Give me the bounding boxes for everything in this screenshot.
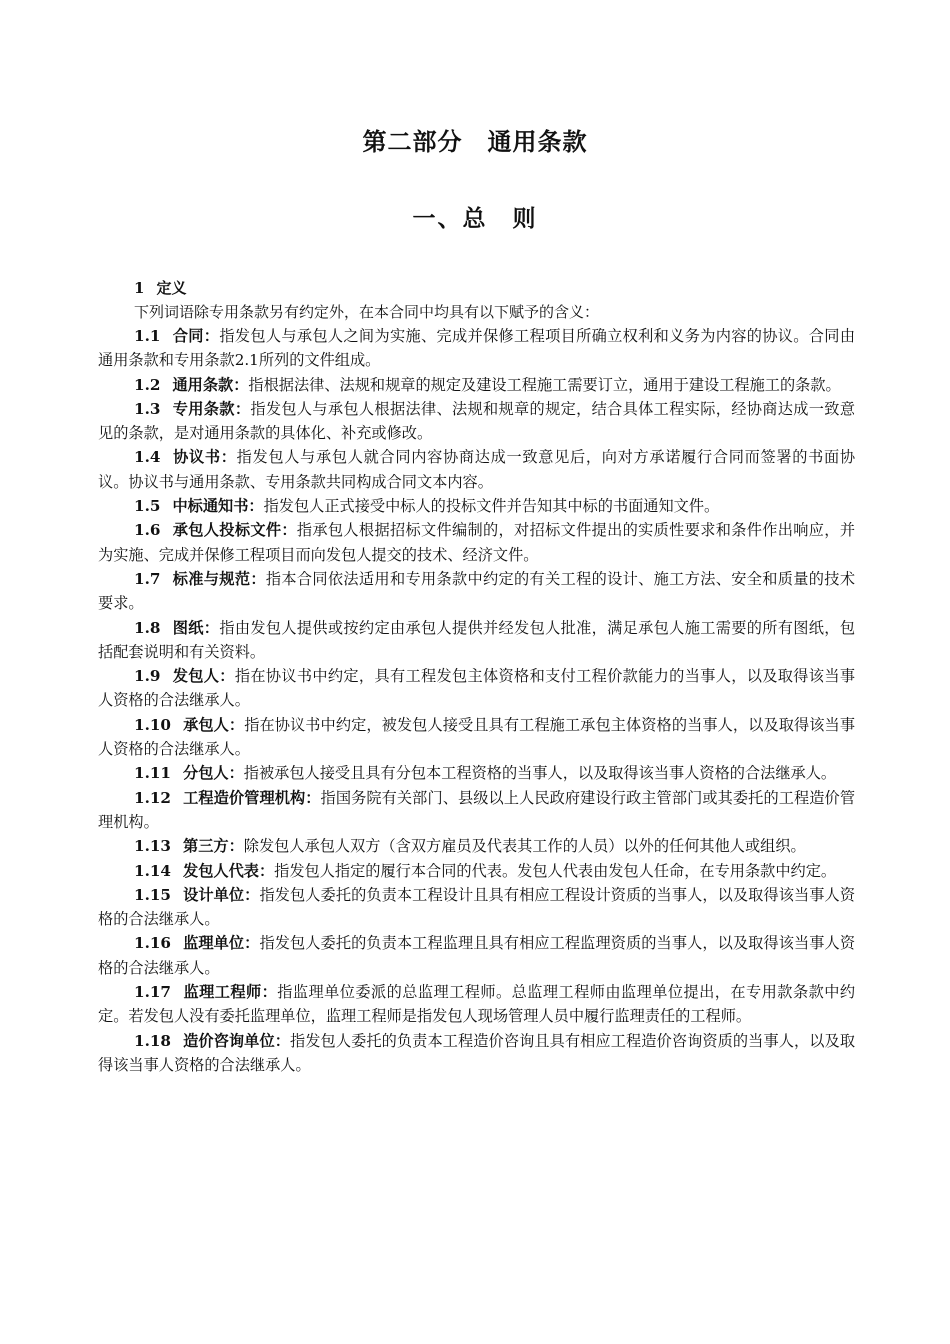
definition-item <box>98 616 855 665</box>
definition-item <box>98 1029 855 1078</box>
definition-term: 承包人： <box>183 715 245 734</box>
definition-term: 中标通知书： <box>172 497 264 516</box>
definition-text: 指在协议书中约定，具有工程发包主体资格和支付工程价款能力的当事人，以及取得该当事人资格的合法继承人。 <box>98 667 856 710</box>
definition-term: 承包人投标文件： <box>172 521 297 540</box>
definition-term: 发包人代表： <box>183 861 275 880</box>
section-heading <box>134 278 186 298</box>
definition-item <box>98 980 855 1029</box>
definition-number: 1.1 <box>134 327 161 345</box>
definition-text: 指在协议书中约定，被发包人接受且具有工程施工承包主体资格的当事人，以及取得该当事人资格的合法继承人。 <box>98 715 856 759</box>
definition-term: 合同： <box>172 327 220 345</box>
definition-item <box>98 786 855 835</box>
definition-text: 指由发包人提供或按约定由承包人提供并经发包人批准，满足承包人施工需要的所有图纸，包括配套说明和有关资料。 <box>98 618 856 661</box>
definition-term: 分包人： <box>183 764 244 783</box>
definition-text: 指承包人根据招标文件编制的，对招标文件提出的实质性要求和条件作出响应，并为实施、完成并保修工程项目而向发包人提交的技术、经济文件。 <box>98 521 856 564</box>
definition-number: 1.10 <box>134 715 171 734</box>
definition-text: 指根据法律、法规和规章的规定及建设工程施工需要订立，通用于建设工程施工的条款。 <box>248 375 841 394</box>
definition-text: 指本合同依法适用和专用条款中约定的有关工程的设计、施工方法、安全和质量的技术要求。 <box>98 569 856 613</box>
definition-number: 1.15 <box>134 885 171 904</box>
definition-number: 1.16 <box>134 934 171 953</box>
definition-item <box>98 664 855 713</box>
definition-number: 1.3 <box>134 399 161 418</box>
definition-term: 设计单位： <box>183 885 260 904</box>
definition-item <box>98 883 855 932</box>
definition-text: 指发包人委托的负责本工程监理且具有相应工程监理资质的当事人，以及取得该当事人资格的合法继承人。 <box>98 934 856 977</box>
definitions-list <box>98 324 855 1077</box>
definition-item <box>98 324 855 373</box>
definition-item <box>98 931 855 980</box>
definition-text: 指发包人正式接受中标人的投标文件并告知其中标的书面通知文件。 <box>263 497 720 516</box>
definition-term: 专用条款： <box>172 399 251 418</box>
section-number: 1 <box>134 279 145 297</box>
definition-number: 1.9 <box>134 667 161 686</box>
definition-number: 1.4 <box>134 448 161 467</box>
definition-term: 协议书： <box>172 448 237 467</box>
definition-number: 1.14 <box>134 861 171 880</box>
definition-term: 发包人： <box>172 667 235 686</box>
definition-text: 指发包人委托的负责本工程设计且具有相应工程设计资质的当事人，以及取得该当事人资格的合法继承人。 <box>98 885 856 929</box>
definition-term: 第三方： <box>183 837 244 856</box>
definition-term: 标准与规范： <box>172 569 266 588</box>
definition-number: 1.8 <box>134 618 161 637</box>
definition-item <box>98 445 855 494</box>
definition-item <box>98 518 855 567</box>
section-intro: 下列词语除专用条款另有约定外，在本合同中均具有以下赋予的含义： <box>134 303 600 321</box>
section-title: 定义 <box>156 279 187 297</box>
definition-text: 指发包人与承包人就合同内容协商达成一致意见后，向对方承诺履行合同而签署的书面协议。协议书与通用条款、专用条款共同构成合同文本内容。 <box>98 448 856 491</box>
definition-text: 指国务院有关部门、县级以上人民政府建设行政主管部门或其委托的工程造价管理机构。 <box>98 788 856 831</box>
definition-item <box>98 567 855 616</box>
definition-item <box>98 397 855 446</box>
definition-term: 工程造价管理机构： <box>183 788 321 807</box>
definition-term: 监理工程师： <box>183 983 278 1002</box>
definition-item <box>98 834 855 858</box>
definition-number: 1.17 <box>134 983 171 1002</box>
definition-number: 1.2 <box>134 375 161 394</box>
definition-number: 1.13 <box>134 837 171 856</box>
definition-term: 图纸： <box>172 618 220 637</box>
part-title: 第二部分 通用条款 <box>362 127 588 156</box>
definition-number: 1.7 <box>134 569 161 588</box>
definition-text: 指发包人委托的负责本工程造价咨询且具有相应工程造价咨询资质的当事人，以及取得该当事人资格的合法继承人。 <box>98 1031 856 1074</box>
definition-number: 1.12 <box>134 788 171 807</box>
definition-number: 1.11 <box>134 764 171 783</box>
definition-term: 造价咨询单位： <box>183 1031 290 1050</box>
definition-text: 除发包人承包人双方（含双方雇员及代表其工作的人员）以外的任何其他人或组织。 <box>243 837 806 856</box>
definition-text: 指发包人指定的履行本合同的代表。发包人代表由发包人任命，在专用条款中约定。 <box>274 861 837 880</box>
definition-term: 通用条款： <box>172 375 249 394</box>
definition-item <box>98 373 855 397</box>
definition-item <box>98 761 855 785</box>
definition-item <box>98 494 855 518</box>
definition-text: 指发包人与承包人根据法律、法规和规章的规定，结合具体工程实际，经协商达成一致意见的条款，是对通用条款的具体化、补充或修改。 <box>98 399 856 443</box>
definition-number: 1.6 <box>134 521 161 540</box>
definition-text: 指发包人与承包人之间为实施、完成并保修工程项目所确立权利和义务为内容的协议。合同由通用条款和专用条款2.1所列的文件组成。 <box>98 327 856 370</box>
definition-item <box>98 713 855 762</box>
definition-text: 指监理单位委派的总监理工程师。总监理工程师由监理单位提出，在专用款条款中约定。若发包人没有委托监理单位，监理工程师是指发包人现场管理人员中履行监理责任的工程师。 <box>98 983 856 1026</box>
chapter-title: 一、总 则 <box>412 205 538 232</box>
definition-item <box>98 859 855 883</box>
definition-text: 指被承包人接受且具有分包本工程资格的当事人，以及取得该当事人资格的合法继承人。 <box>243 764 837 783</box>
definition-number: 1.18 <box>134 1031 171 1050</box>
definition-number: 1.5 <box>134 497 161 516</box>
definition-term: 监理单位： <box>183 934 260 953</box>
